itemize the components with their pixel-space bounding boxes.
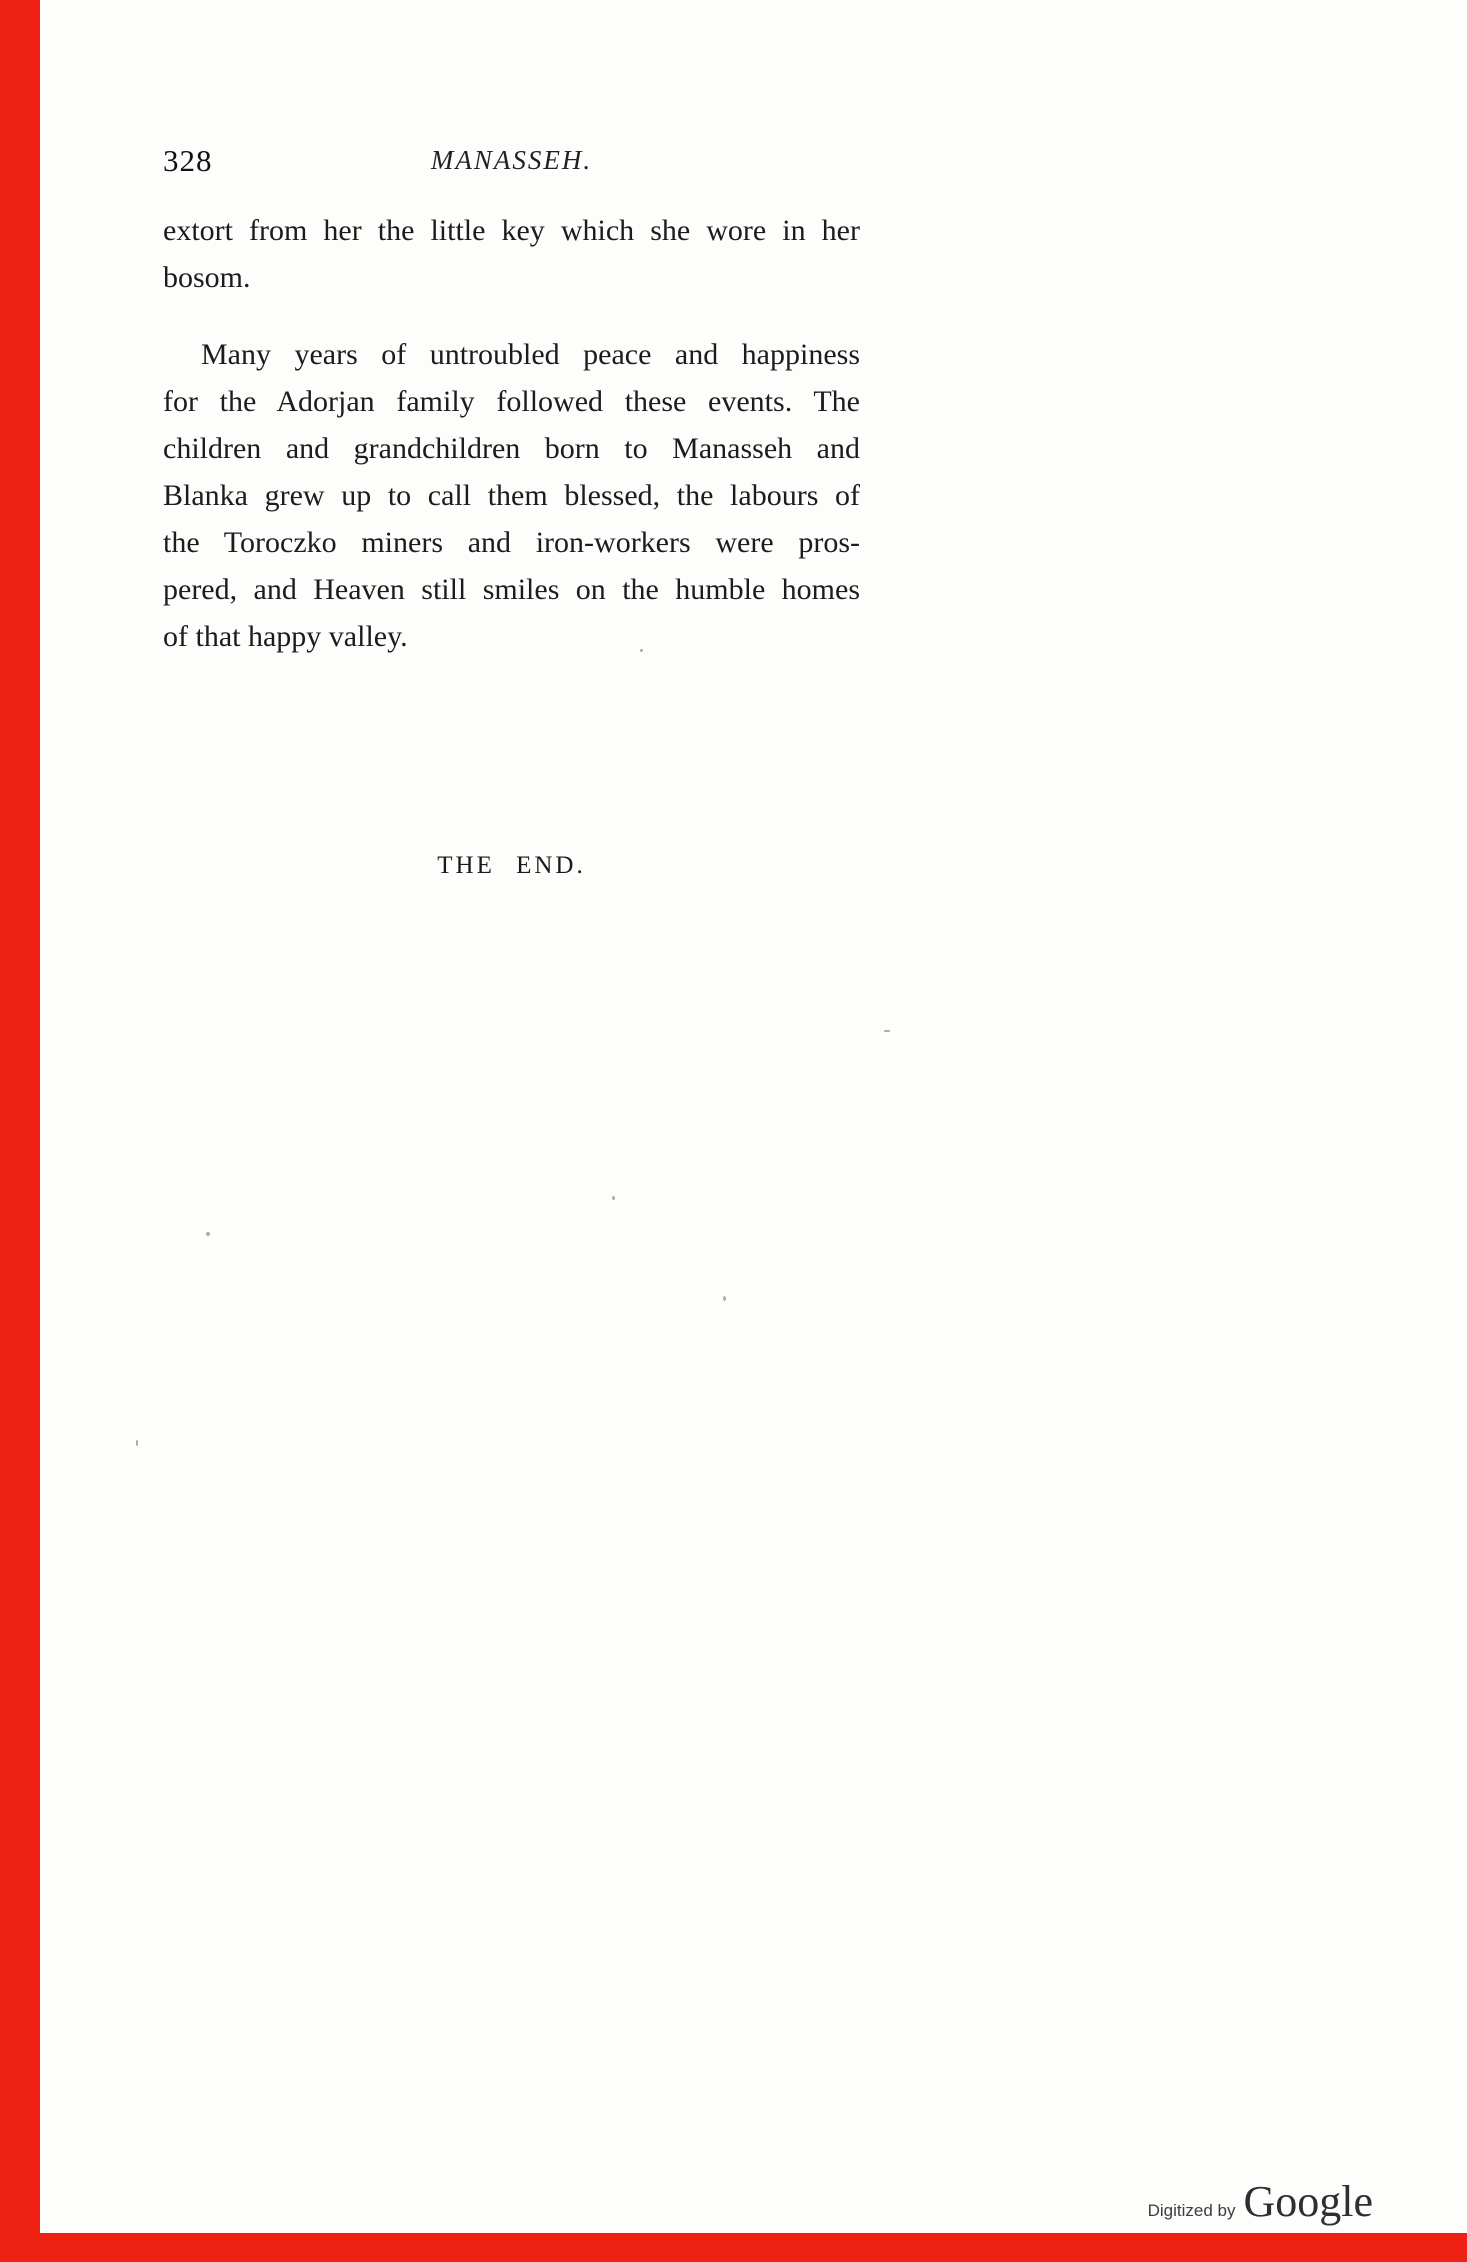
scan-speck (640, 649, 643, 652)
paragraph-2 (163, 331, 860, 660)
text-line: of that happy valley. (163, 620, 408, 653)
the-end-label: THE END. (437, 852, 586, 879)
digitized-by-label: Digitized by (1147, 2201, 1236, 2220)
text-line: Blanka grew up to call them blessed, the labours of (163, 479, 860, 512)
scan-speck (206, 1232, 210, 1236)
text-line: the Toroczko miners and iron-workers were pros- (163, 526, 860, 559)
page-header (163, 141, 860, 183)
scan-edge-left-bar (0, 0, 40, 2262)
text-line: bosom. (163, 261, 251, 294)
running-head: MANASSEH. (430, 145, 593, 175)
scan-speck (884, 1030, 890, 1032)
scan-speck (612, 1196, 615, 1200)
digitizer-credit (1148, 2176, 1373, 2227)
scan-speck (136, 1440, 138, 1446)
paragraph-1 (163, 207, 860, 301)
scan-edge-bottom-bar (0, 2233, 1467, 2262)
text-line: extort from her the little key which she wore in her (163, 214, 860, 247)
scan-speck (723, 1296, 726, 1301)
google-logo-text: Google (1243, 2177, 1373, 2226)
text-line: pered, and Heaven still smiles on the humble homes (163, 573, 860, 606)
body-text (163, 181, 860, 660)
text-line: Many years of untroubled peace and happiness (201, 338, 860, 371)
page-number: 328 (163, 143, 213, 178)
text-line: children and grandchildren born to Manasseh and (163, 432, 860, 465)
text-line: for the Adorjan family followed these events. The (163, 385, 860, 418)
